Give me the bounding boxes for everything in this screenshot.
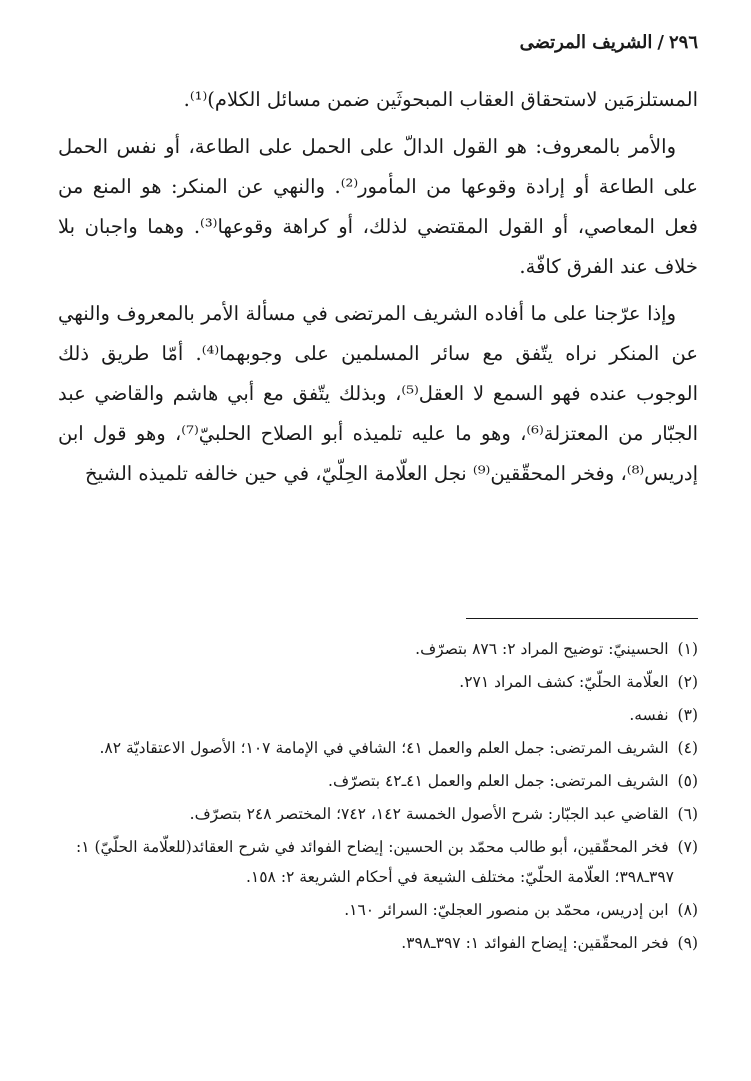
footnote-text: الشريف المرتضى: جمل العلم والعمل ٤١ـ٤٢ بتصرّف. <box>328 772 669 790</box>
footnote-number: (١) <box>677 640 698 658</box>
footnote-number: (٢) <box>677 673 698 691</box>
footnote-9 <box>58 928 698 958</box>
footnote-3 <box>58 700 698 730</box>
footnote-text: العلّامة الحلّيّ: كشف المراد ٢٧١. <box>459 673 669 691</box>
footnote-number: (٥) <box>677 772 698 790</box>
paragraph-1: المستلزمَين لاستحقاق العقاب المبحوثَين ضمن مسائل الكلام)⁽¹⁾. <box>183 88 698 111</box>
footnote-number: (٩) <box>677 934 698 952</box>
footnote-number: (٣) <box>677 706 698 724</box>
footnote-text: نفسه. <box>629 706 669 724</box>
footnote-1 <box>58 634 698 664</box>
footnote-8 <box>58 895 698 925</box>
footnote-text: فخر المحقّقين: إيضاح الفوائد ١: ٣٩٧ـ٣٩٨. <box>401 934 669 952</box>
paragraph-3: وإذا عرّجنا على ما أفاده الشريف المرتضى في مسألة الأمر بالمعروف والنهي عن المنكر نراه يتّفق مع سائر المسلمين على وجوبهما⁽⁴⁾. أمّا طريق ذلك الوجوب عنده فهو السمع لا العقل⁽⁵⁾، وبذلك يتّفق مع أبي هاشم والقاضي عبد الجبّار من المعتزلة⁽⁶⁾، وهو ما عليه تلميذه أبو الصلاح الحلبيّ⁽⁷⁾، وهو قول ابن إدريس⁽⁸⁾، وفخر المحقّقين⁽⁹⁾ نجل العلّامة الحِلّيّ، في حين خالفه تلميذه الشيخ <box>58 302 698 485</box>
footnote-text: الشريف المرتضى: جمل العلم والعمل ٤١؛ الشافي في الإمامة ١٠٧؛ الأصول الاعتقاديّة ٨٢. <box>99 739 669 757</box>
footnote-7 <box>58 832 698 892</box>
footnote-5 <box>58 766 698 796</box>
footnote-text: فخر المحقّقين، أبو طالب محمّد بن الحسين: إيضاح الفوائد في شرح العقائد(للعلّامة الحلّيّ) ١: <box>75 838 669 856</box>
footnote-number: (٨) <box>677 901 698 919</box>
header-separator: / <box>657 32 664 53</box>
footnote-number: (٤) <box>677 739 698 757</box>
footnote-number: (٧) <box>677 838 698 856</box>
footnotes-list <box>58 634 698 961</box>
paragraph-2: والأمر بالمعروف: هو القول الدالّ على الحمل على الطاعة، أو نفس الحمل على الطاعة أو إرادة وقوعها من المأمور⁽²⁾. والنهي عن المنكر: هو المنع من فعل المعاصي، أو القول المقتضي لذلك، أو كراهة وقوعها⁽³⁾. وهما واجبان بلا خلاف عند الفرق كافّة. <box>58 135 699 278</box>
footnote-text: ابن إدريس، محمّد بن منصور العجليّ: السرائر ١٦٠. <box>344 901 669 919</box>
page-number: ٢٩٦ <box>668 32 698 53</box>
main-text <box>58 80 698 494</box>
footnote-text: القاضي عبد الجبّار: شرح الأصول الخمسة ١٤٢، ٧٤٢؛ المختصر ٢٤٨ بتصرّف. <box>189 805 669 823</box>
footnote-6 <box>58 799 698 829</box>
footnote-number: (٦) <box>677 805 698 823</box>
footnote-2 <box>58 667 698 697</box>
footnote-text: الحسينيّ: توضيح المراد ٢: ٨٧٦ بتصرّف. <box>415 640 669 658</box>
running-header <box>520 32 698 53</box>
footnote-continuation: ٣٩٧ـ٣٩٨؛ العلّامة الحلّيّ: مختلف الشيعة في أحكام الشريعة ٢: ١٥٨. <box>245 868 674 886</box>
footnote-separator-rule <box>466 618 698 619</box>
book-page <box>58 0 698 1081</box>
running-title: الشريف المرتضى <box>519 32 653 53</box>
footnote-4 <box>58 733 698 763</box>
